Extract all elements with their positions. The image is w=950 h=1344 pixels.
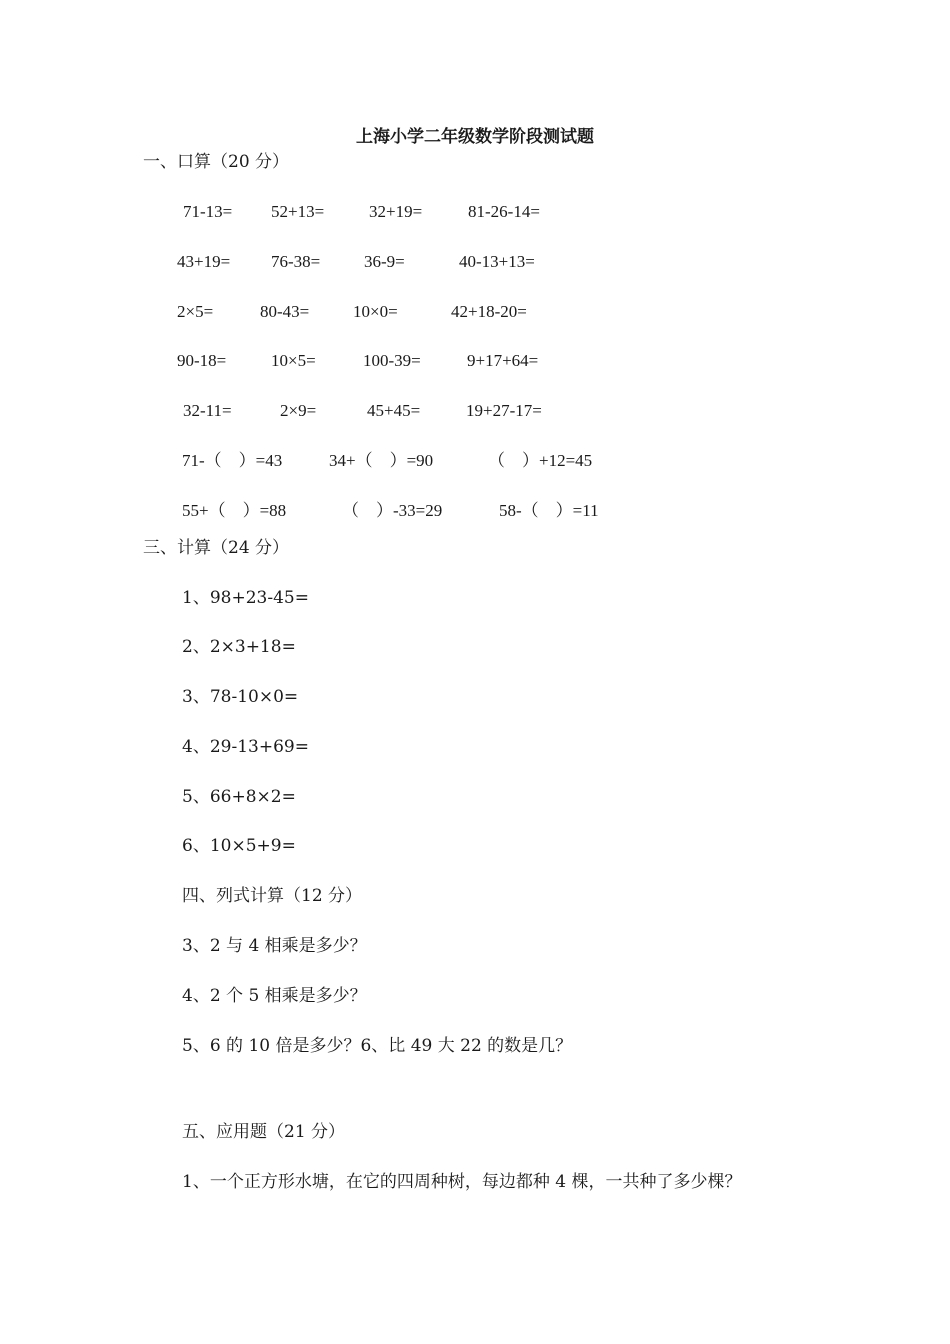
word-calc-item: 5、6 的 10 倍是多少？6、比 49 大 22 的数是几？ xyxy=(182,1036,573,1056)
calc-item: 1、98+23-45= xyxy=(182,588,309,608)
oral-calc-item: 32+19= xyxy=(369,202,423,221)
fill-blank-item: （ ）-33=29 xyxy=(342,501,443,520)
oral-calc-item: 76-38= xyxy=(271,252,321,271)
calc-item: 3、78-10×0= xyxy=(182,687,299,707)
oral-calc-item: 10×0= xyxy=(353,302,398,321)
section3-heading: 三、计算（24 分） xyxy=(143,538,290,558)
calc-item: 6、10×5+9= xyxy=(182,836,296,856)
fill-blank-item: 34+（ ）=90 xyxy=(329,451,434,470)
oral-calc-item: 36-9= xyxy=(364,252,405,271)
oral-calc-item: 2×5= xyxy=(177,302,214,321)
oral-calc-item: 19+27-17= xyxy=(466,401,542,420)
oral-calc-item: 100-39= xyxy=(363,351,421,370)
oral-calc-item: 43+19= xyxy=(177,252,231,271)
oral-calc-item: 10×5= xyxy=(271,351,316,370)
oral-calc-item: 52+13= xyxy=(271,202,325,221)
oral-calc-item: 2×9= xyxy=(280,401,317,420)
calc-item: 5、66+8×2= xyxy=(182,787,296,807)
oral-calc-item: 40-13+13= xyxy=(459,252,535,271)
oral-calc-item: 90-18= xyxy=(177,351,227,370)
word-calc-item: 3、2 与 4 相乘是多少？ xyxy=(182,936,367,956)
fill-blank-item: （ ）+12=45 xyxy=(488,451,593,470)
fill-blank-item: 58-（ ）=11 xyxy=(499,501,599,520)
section4-heading: 四、列式计算（12 分） xyxy=(182,886,363,906)
section5-heading: 五、应用题（21 分） xyxy=(182,1122,346,1142)
oral-calc-item: 71-13= xyxy=(183,202,233,221)
page-title: 上海小学二年级数学阶段测试题 xyxy=(356,127,594,147)
oral-calc-item: 9+17+64= xyxy=(467,351,539,370)
fill-blank-item: 71-（ ）=43 xyxy=(182,451,283,470)
word-problem-item: 1、一个正方形水塘，在它的四周种树，每边都种 4 棵，一共种了多少棵？ xyxy=(182,1172,742,1192)
section1-heading: 一、口算（20 分） xyxy=(143,152,290,172)
calc-item: 4、29-13+69= xyxy=(182,737,309,757)
calc-item: 2、2×3+18= xyxy=(182,637,296,657)
fill-blank-item: 55+（ ）=88 xyxy=(182,501,287,520)
word-calc-item: 4、2 个 5 相乘是多少？ xyxy=(182,986,367,1006)
oral-calc-item: 45+45= xyxy=(367,401,421,420)
oral-calc-item: 81-26-14= xyxy=(468,202,540,221)
oral-calc-item: 32-11= xyxy=(183,401,232,420)
oral-calc-item: 80-43= xyxy=(260,302,310,321)
oral-calc-item: 42+18-20= xyxy=(451,302,527,321)
